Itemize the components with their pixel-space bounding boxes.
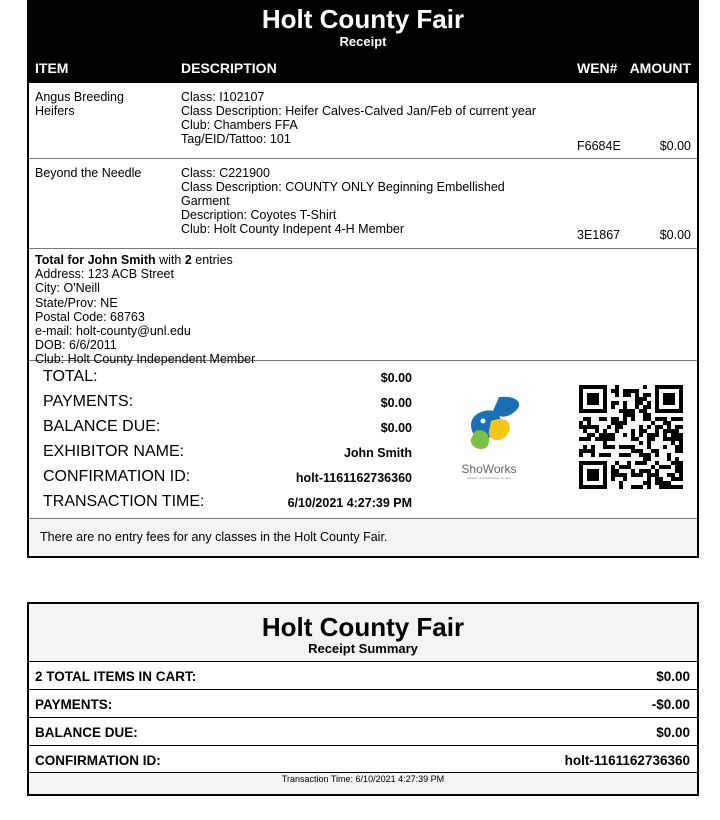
item-name xyxy=(35,166,165,180)
col-wen-header: WEN# xyxy=(577,60,618,76)
total-value: $0.00 xyxy=(380,371,412,385)
item-amount: $0.00 xyxy=(659,228,691,242)
transaction-time-label: TRANSACTION TIME: xyxy=(43,493,205,510)
desc-club: Club: Holt County Indepent 4-H Member xyxy=(181,222,405,236)
showorks-logo-tagline: software and technology for fairs xyxy=(467,476,511,480)
fee-note: There are no entry fees for any classes in the Holt County Fair. xyxy=(29,519,697,558)
summary-row-value: $0.00 xyxy=(656,669,690,684)
transaction-time-value: 6/10/2021 4:27:39 PM xyxy=(287,496,412,510)
summary-row-label: 2 TOTAL ITEMS IN CART: xyxy=(35,669,197,684)
receipt-header xyxy=(29,0,697,83)
qr-code-icon xyxy=(579,385,683,489)
desc-class-description: Class Description: COUNTY ONLY Beginning Embellished xyxy=(181,180,505,194)
col-amount-header: AMOUNT xyxy=(629,60,691,76)
desc-class-description: Class Description: Heifer Calves-Calved Jan/Feb of current year xyxy=(181,104,536,118)
exhibitor-name: John Smith xyxy=(87,253,156,267)
balance-due-value: $0.00 xyxy=(380,421,412,435)
exhibitor-name-value: John Smith xyxy=(343,446,412,460)
payments-label: PAYMENTS: xyxy=(43,393,134,410)
summary-row-confirmation-id xyxy=(29,745,697,773)
payments-value: $0.00 xyxy=(380,396,412,410)
summary-row-value: holt-1161162736360 xyxy=(564,753,690,768)
confirmation-id-label: CONFIRMATION ID: xyxy=(43,468,191,485)
balance-due-label: BALANCE DUE: xyxy=(43,418,161,435)
confirmation-id-value: holt-1161162736360 xyxy=(295,471,412,485)
receipt-summary xyxy=(27,602,699,796)
col-item-header: ITEM xyxy=(35,60,69,76)
exhibitor-dob: DOB: 6/6/2011 xyxy=(35,338,117,353)
exhibitor-email: e-mail: holt-county@unl.edu xyxy=(35,324,191,339)
entries-word: entries xyxy=(195,253,233,267)
summary-row-balance-due xyxy=(29,717,697,745)
payment-summary xyxy=(29,361,697,519)
summary-row-value: $0.00 xyxy=(656,725,690,740)
exhibitor-state: State/Prov: NE xyxy=(35,295,118,310)
desc-class: Class: C221900 xyxy=(181,166,270,180)
exhibitor-address: Address: 123 ACB Street xyxy=(35,267,174,282)
col-description-header: DESCRIPTION xyxy=(181,60,277,76)
summary-row-label: CONFIRMATION ID: xyxy=(35,753,161,768)
summary-row-value: -$0.00 xyxy=(651,697,690,712)
item-wen: F6684E xyxy=(577,139,621,153)
desc-description: Description: Coyotes T-Shirt xyxy=(181,208,337,222)
item-name-line: Beyond the Needle xyxy=(35,166,142,180)
showorks-logo xyxy=(449,393,529,483)
item-description xyxy=(181,166,581,236)
showorks-logo-name: ShoWorks xyxy=(461,462,517,476)
desc-class-description-cont: Garment xyxy=(181,194,230,208)
exhibitor-postal-code: Postal Code: 68763 xyxy=(35,309,145,324)
summary-row-label: BALANCE DUE: xyxy=(35,725,138,740)
exhibitor-info xyxy=(29,249,697,367)
item-amount: $0.00 xyxy=(659,139,691,153)
receipt xyxy=(27,0,699,558)
line-item-row xyxy=(29,159,697,249)
item-description xyxy=(181,90,581,146)
exhibitor-name-label: EXHIBITOR NAME: xyxy=(43,443,185,460)
exhibitor-total-line xyxy=(35,253,691,267)
desc-class: Class: I102107 xyxy=(181,90,265,104)
with-text: with xyxy=(159,253,182,267)
receipt-summary-subtitle: Receipt Summary xyxy=(308,641,418,656)
desc-club: Club: Chambers FFA xyxy=(181,118,298,132)
summary-row-payments xyxy=(29,689,697,717)
summary-row-total-items xyxy=(29,661,697,689)
total-label: TOTAL: xyxy=(43,368,98,385)
entry-count: 2 xyxy=(184,253,192,267)
item-wen: 3E1867 xyxy=(577,228,621,242)
receipt-title: Holt County Fair xyxy=(261,4,465,34)
item-name xyxy=(35,90,165,118)
summary-row-label: PAYMENTS: xyxy=(35,697,113,712)
receipt-subtitle: Receipt xyxy=(339,34,387,49)
summary-transaction-time: Transaction Time: 6/10/2021 4:27:39 PM xyxy=(281,774,445,784)
item-name-line: Angus Breeding xyxy=(35,90,124,104)
desc-tag: Tag/EID/Tattoo: 101 xyxy=(181,132,291,146)
item-name-line: Heifers xyxy=(35,104,75,118)
line-item-row xyxy=(29,83,697,159)
total-prefix: Total for xyxy=(35,253,85,267)
exhibitor-club: Club: Holt County Independent Member xyxy=(35,352,256,367)
exhibitor-city: City: O'Neill xyxy=(35,281,100,296)
showorks-logo-icon xyxy=(449,393,529,455)
receipt-summary-title: Holt County Fair xyxy=(261,612,465,642)
